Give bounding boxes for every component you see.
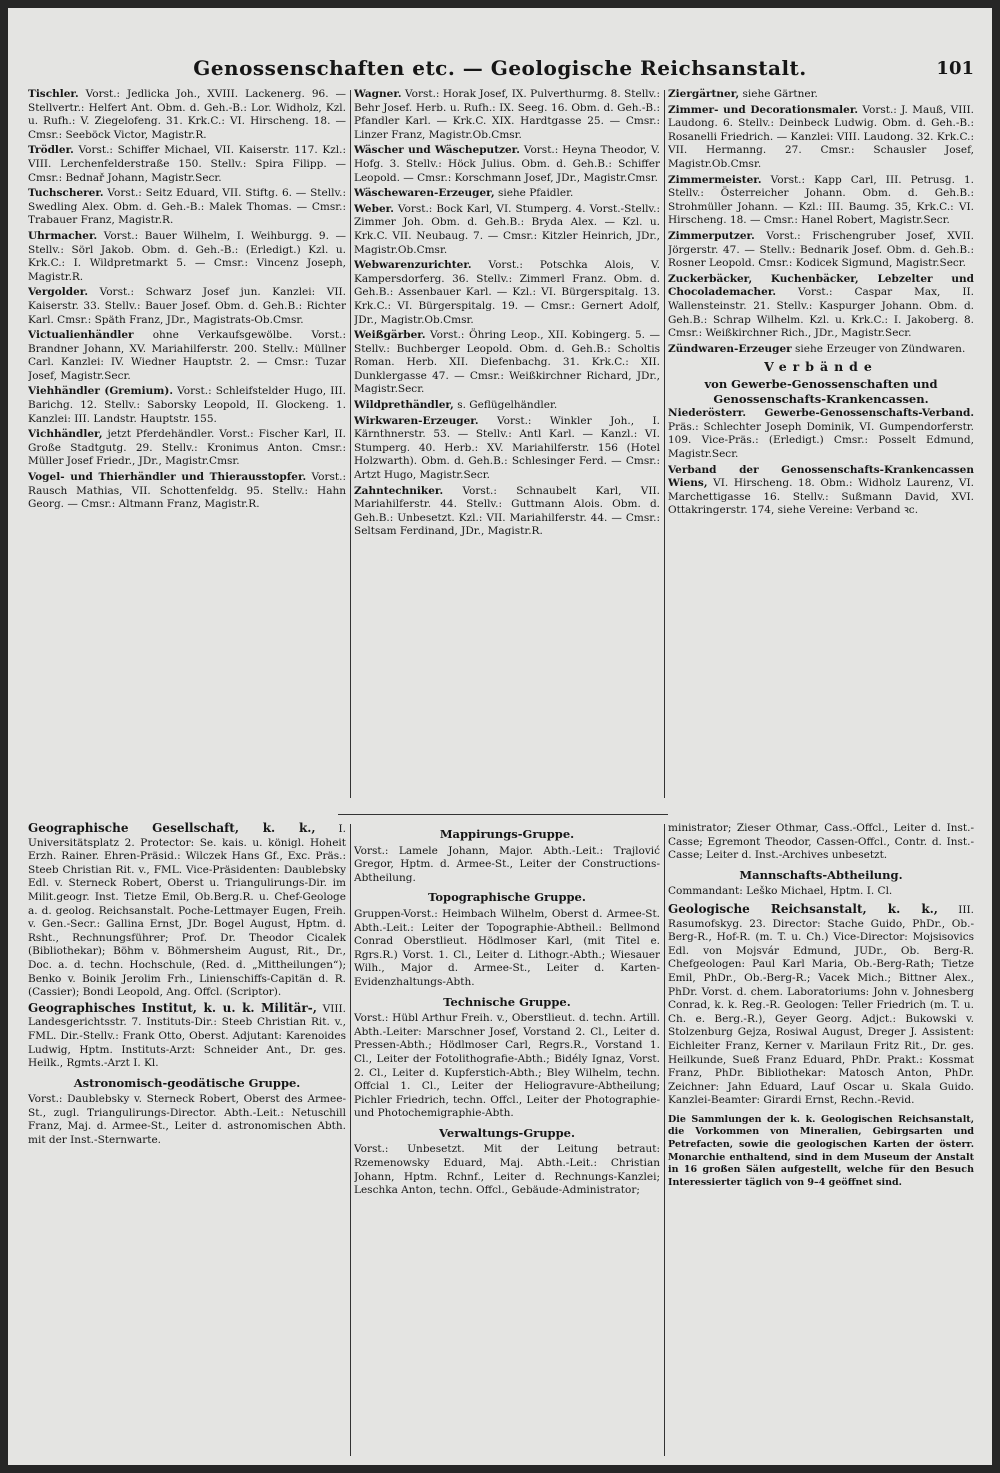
mappirungs-gruppe-title: Mappirungs-Gruppe. (439, 827, 575, 841)
entry-niederoesterr-verband: Niederösterr. Gewerbe-Genossenschafts-Verband. Präs.: Schlechter Joseph Dominik, VI. Gumpendorferstr. 109. Vice-Präs.: (Erledigt.) Cmsr.: Posselt Edmund, Magistr.Secr. (668, 407, 974, 461)
technische-gruppe-body: Vorst.: Hübl Arthur Freih. v., Oberstlieut. d. techn. Artill. Abth.-Leiter: Marschner Josef, Vorstand 2. Cl., Leiter d. Pressen-Abth.; Hödlmoser Carl, Regrs.R., Vorstand 1. Cl., Leiter der Fotolithografie-Abth.; Bidély Ignaz, Vorst. 2. Cl., Leiter d. Kupferstich-Abth.; Bley Wilhelm, techn. Offcial 1. Cl., Leiter der Heliogravure-Abtheilung; Pichler Friedrich, techn. Offcl., Leiter der Photographie- und Photochemigraphie-Abth. (354, 1012, 660, 1120)
topographische-gruppe-body: Gruppen-Vorst.: Heimbach Wilhelm, Oberst d. Armee-St. Abth.-Leit.: Leiter der Topographie-Abtheil.: Bellmond Conrad Oberstlieut. Hödlmoser Karl, (mit Titel e. Rgrs.R.) Vorst. 1. Cl., Leiter d. Lithogr.-Abth.; Wiesauer Wilh., Major d. Armee-St., Leiter d. Karten-Evidenzhaltungs-Abth. (354, 907, 660, 988)
upper-column-2 (354, 88, 660, 808)
lower-column-2 (354, 822, 660, 1462)
entry-victualienhaendler: Victualienhändler ohne Verkaufsgewölbe. Vorst.: Brandner Johann, XV. Mariahilferstr. 200. Stellv.: Müllner Carl. Kanzlei: IV. Wiedner Hauptstr. 2. — Cmsr.: Tuzar Josef, Magistr.Secr. (28, 329, 346, 382)
astronomisch-gruppe-title: Astronomisch-geodätische Gruppe. (73, 1075, 301, 1090)
mappirungs-gruppe-body: Vorst.: Lamele Johann, Major. Abth.-Leit.: Trajlović Gregor, Hptm. d. Armee-St., Leiter der Constructions-Abtheilung. (354, 844, 660, 884)
topographische-gruppe-title: Topographische Gruppe. (428, 890, 586, 905)
entry-tischler: Tischler. Vorst.: Jedlicka Joh., XVIII. Lackenerg. 96. — Stellvertr.: Helfert Ant. Obm. d. Geh.-B.: Lor. Widholz, Kzl. u. Rufh.: V. Ziegelofeng. 31. Krk.C.: VI. Hirscheng. 18. — Cmsr.: Seeböck Victor, Magistr.R. (28, 88, 346, 141)
entry-zimmerputzer: Zimmerputzer. Vorst.: Frischengruber Josef, XVII. Jörgerstr. 47. — Stellv.: Bednarik Josef. Obm. d. Geh.B.: Rosner Leopold. Cmsr.: Kodicek Sigmund, Magistr.Secr. (668, 229, 974, 270)
entry-troedler: Trödler. Vorst.: Schiffer Michael, VII. Kaiserstr. 117. Kzl.: VIII. Lerchenfelderstraße 150. Stellv.: Spira Filipp. — Cmsr.: Bednař Johann, Magistr.Secr. (28, 144, 346, 184)
column-divider (350, 90, 351, 798)
entry-wagner: Wagner. Vorst.: Horak Josef, IX. Pulverthurmg. 8. Stellv.: Behr Josef. Herb. u. Rufh.: IX. Seeg. 16. Obm. d. Geh.-B.: Pfandler Karl. — Krk.C. XIX. Hardtgasse 25. — Cmsr.: Linzer Franz, Magistr.Ob.Cmsr. (354, 88, 660, 141)
entry-zimmermeister: Zimmermeister. Vorst.: Kapp Carl, III. Petrusg. 1. Stellv.: Österreicher Johann. Obm. d. Geh.B.: Strohmüller Johann. — Kzl.: III. Baumg. 35, Krk.C.: VI. Hirscheng. 18. — Cmsr.: Hanel Robert, Magistr.Secr. (668, 173, 974, 227)
verwaltung-continued: ministrator; Zieser Othmar, Cass.-Offcl., Leiter d. Inst.-Casse; Egremont Theodor, Cassen-Offcl., Contr. d. Inst.-Casse; Leiter d. Inst.-Archives unbesetzt. (668, 822, 974, 862)
entry-zimmermaler: Zimmer- und Decorationsmaler. Vorst.: J. Mauß, VIII. Laudong. 6. Stellv.: Deinbeck Ludwig. Obm. d. Geh.-B.: Rosanelli Friedrich. — Kanzlei: VIII. Laudong. 32. Krk.C.: VII. Hermanng. 27. Cmsr.: Schausler Josef, Magistr.Ob.Cmsr. (668, 103, 974, 170)
entry-webwarenzurichter: Webwarenzurichter. Vorst.: Potschka Alois, V. Kampersdorferg. 36. Stellv.: Zimmerl Franz. Obm. d. Geh.B.: Assenbauer Karl. — Kzl.: VI. Bürgerspitalg. 13. Krk.C.: VI. Bürgerspitalg. 19. — Cmsr.: Gernert Adolf, JDr., Magistr.Ob.Cmsr. (354, 259, 660, 326)
lower-column-1 (28, 822, 346, 1462)
technische-gruppe-title: Technische Gruppe. (443, 994, 571, 1009)
entry-tuchscherer: Tuchscherer. Vorst.: Seitz Eduard, VII. Stiftg. 6. — Stellv.: Swedling Alex. Obm. d. Geh.-B.: Malek Thomas. — Cmsr.: Trabauer Franz, Magistr.R. (28, 187, 346, 227)
entry-ziergaertner: Ziergärtner, siehe Gärtner. (668, 88, 818, 100)
entry-viehhaendler: Viehhändler (Gremium). Vorst.: Schleifstelder Hugo, III. Barichg. 12. Stellv.: Saborsky Leopold, II. Glockeng. 1. Kanzlei: III. Landstr. Hauptstr. 155. (28, 385, 346, 425)
entry-wirkwaren: Wirkwaren-Erzeuger. Vorst.: Winkler Joh., I. Kärnthnerstr. 53. — Stellv.: Antl Karl. — Kanzl.: VI. Stumperg. 40. Herb.: XV. Mariahilferstr. 156 (Hotel Holzwarth). Obm. d. Geh.B.: Schlesinger Ferd. — Cmsr.: Artzt Hugo, Magistr.Secr. (354, 414, 660, 482)
geographische-gesellschaft: Geographische Gesellschaft, k. k., I. Universitätsplatz 2. Protector: Se. kais. u. königl. Hoheit Erzh. Rainer. Ehren-Präsid.: Wilczek Hans Gf., Exc. Präs.: Steeb Christian Rit. v., FML. Vice-Präsidenten: Daublebsky Edl. v. Sterneck Robert, Oberst u. Triangulirungs-Dir. im Milit.geogr. Inst. Tietze Emil, Ob.Berg.R. u. Chef-Geologe a. d. geolog. Reichsanstalt. Poche-Lettmayer Eugen, Freih. v. Gen.-Secr.: Gallina Ernst, JDr. Bogel August, Hptm. d. Rsht., Rechnungsführer; Prof. Dr. Theodor Cicalek (Bibliothekar); Böhm v. Böhmersheim August, Rit., Dr., Doc. a. d. techn. Hochschule, (Red. d. „Mittheilungen“); Benko v. Boinik Jerolim Frh., Linienschiffs-Capitän d. R. (Cassier); Bondi Leopold, Ang. Offcl. (Scriptor). (28, 822, 346, 999)
entry-uhrmacher: Uhrmacher. Vorst.: Bauer Wilhelm, I. Weihburgg. 9. — Stellv.: Sörl Jakob. Obm. d. Geh.-B.: (Erledigt.) Kzl. u. Krk.C.: I. Wildpretmarkt 5. — Cmsr.: Vincenz Joseph, Magistr.R. (28, 229, 346, 283)
mannschafts-abtheilung-body: Commandant: Leško Michael, Hptm. I. Cl. (668, 885, 893, 898)
page-number: 101 (936, 58, 974, 79)
upper-column-3 (668, 88, 974, 808)
column-divider (664, 90, 665, 798)
entry-vergolder: Vergolder. Vorst.: Schwarz Josef jun. Kanzlei: VII. Kaiserstr. 33. Stellv.: Bauer Josef. Obm. d. Geh.B.: Richter Karl. Cmsr.: Späth Franz, JDr., Magistrats-Ob.Cmsr. (28, 286, 346, 326)
entry-waeschewaren: Wäschewaren-Erzeuger, siehe Pfaidler. (354, 187, 574, 200)
entry-vogelhaendler: Vogel- und Thierhändler und Thierausstopfer. Vorst.: Rausch Mathias, VII. Schottenfeldg. 95. Stellv.: Hahn Georg. — Cmsr.: Altmann Franz, Magistr.R. (28, 471, 346, 511)
page-header (8, 56, 992, 86)
verwaltungs-gruppe-title: Verwaltungs-Gruppe. (439, 1125, 575, 1140)
entry-krankencassen-verband: Verband der Genossenschafts-Krankencassen Wiens, VI. Hirscheng. 18. Obm.: Widholz Laurenz, VI. Marchettigasse 16. Stellv.: Sußmann David, XVI. Ottakringerstr. 174, siehe Vereine: Verband ꝛc. (668, 463, 974, 517)
directory-page (8, 8, 992, 1465)
verbaende-title: Verbände (764, 359, 878, 375)
verwaltungs-gruppe-body: Vorst.: Unbesetzt. Mit der Leitung betraut: Rzemenowsky Eduard, Maj. Abth.-Leit.: Christian Johann, Hptm. Rchnf., Leiter d. Rechnungs-Kanzlei; Leschka Anton, techn. Offcl., Gebäude-Administrator; (354, 1143, 660, 1197)
entry-weber: Weber. Vorst.: Bock Karl, VI. Stumperg. 4. Vorst.-Stellv.: Zimmer Joh. Obm. d. Geh.B.: Bryda Alex. — Kzl. u. Krk.C. VII. Neubaug. 7. — Cmsr.: Kitzler Heinrich, JDr., Magistr.Ob.Cmsr. (354, 202, 660, 256)
entry-zuckerbaecker: Zuckerbäcker, Kuchenbäcker, Lebzelter und Chocolademacher. Vorst.: Caspar Max, II. Wallensteinstr. 21. Stellv.: Kaspurger Johann. Obm. d. Geh.B.: Schrap Wilhelm. Kzl. u. Krk.C.: I. Jakoberg. 8. Cmsr.: Weißkirchner Rich., JDr., Magistr.Secr. (668, 272, 974, 340)
column-divider (664, 824, 665, 1456)
section-separator (338, 814, 668, 815)
entry-zuendwaren: Zündwaren-Erzeuger siehe Erzeuger von Zündwaren. (668, 342, 966, 355)
entry-zahntechniker: Zahntechniker. Vorst.: Schnaubelt Karl, VII. Mariahilferstr. 44. Stellv.: Guttmann Alois. Obm. d. Geh.B.: Unbesetzt. Kzl.: VII. Mariahilferstr. 44. — Cmsr.: Seltsam Ferdinand, JDr., Magistr.R. (354, 484, 660, 538)
entry-vichhaendler: Vichhändler, jetzt Pferdehändler. Vorst.: Fischer Karl, II. Große Stadtgutg. 29. Stellv.: Kronimus Anton. Cmsr.: Müller Josef Friedr., JDr., Magistr.Cmsr. (28, 428, 346, 468)
geologische-reichsanstalt: Geologische Reichsanstalt, k. k., III. Rasumofskyg. 23. Director: Stache Guido, PhDr., Ob.-Berg-R., Hof-R. (m. T. u. Ch.) Vice-Director: Mojsisovics Edl. von Mojsvár Edmund, JUDr., Ob. Berg-R. Chefgeologen: Paul Karl Maria, Ob.-Berg-Rath; Tietze Emil, PhDr., Ob.-Berg-R.; Vacek Mich.; Bittner Alex., PhDr. Vorst. d. chem. Laboratoriums: John v. Johnesberg Conrad, k. k. Reg.-R. Geologen: Teller Friedrich (m. T. u. Ch. e. Berg.-R.), Geyer Georg. Adjct.: Bukowski v. Stolzenburg Gejza, Rosiwal August, Dreger J. Assistent: Eichleiter Franz, Kerner v. Marilaun Fritz Rit., Dr. ges. Heilkunde, Sueß Franz Eduard, PhDr. Prakt.: Kossmat Franz, PhDr. Bibliothekar: Matosch Anton, PhDr. Zeichner: Jahn Eduard, Lauf Oscar u. Skala Guido. Kanzlei-Beamter: Girardi Ernst, Rechn.-Revid. (668, 901, 974, 1107)
geographisches-institut: Geographisches Institut, k. u. k. Militär-, VIII. Landesgerichtsstr. 7. Instituts-Dir.: Steeb Christian Rit. v., FML. Dir.-Stellv.: Frank Otto, Oberst. Adjutant: Karenoides Ludwig, Hptm. Instituts-Arzt: Schneider Ant., Dr. ges. Heilk., Rgmts.-Arzt I. Kl. (28, 1000, 346, 1070)
mannschafts-abtheilung-title: Mannschafts-Abtheilung. (739, 867, 903, 882)
entry-wildprethaendler: Wildprethändler, s. Geflügelhändler. (354, 399, 558, 412)
entry-waescher: Wäscher und Wäscheputzer. Vorst.: Heyna Theodor, V. Hofg. 3. Stellv.: Höck Julius. Obm. d. Geh.B.: Schiffer Leopold. — Cmsr.: Korschmann Josef, JDr., Magistr.Cmsr. (354, 144, 660, 184)
verbaende-subtitle: von Gewerbe-Genossenschaften und Genossenschafts-Krankencassen. (704, 377, 938, 407)
running-title: Genossenschaften etc. — Geologische Reichsanstalt. (193, 56, 807, 80)
sammlungen-note: Die Sammlungen der k. k. Geologischen Reichsanstalt, die Vorkommen von Mineralien, Gebirgsarten und Petrefacten, sowie die geologischen Karten der österr. Monarchie enthaltend, sind in dem Museum der Anstalt in 16 großen Sälen aufgestellt, welche für den Besuch Interessierter täglich von 9–4 geöffnet sind. (668, 1113, 974, 1188)
lower-column-3 (668, 822, 974, 1462)
upper-column-1 (28, 88, 346, 808)
column-divider (350, 824, 351, 1456)
entry-weissgaerber: Weißgärber. Vorst.: Öhring Leop., XII. Kobingerg. 5. — Stellv.: Buchberger Leopold. Obm. d. Geh.B.: Scholtis Roman. Herb. XII. Diefenbachg. 31. Krk.C.: XII. Dunklergasse 47. — Cmsr.: Weißkirchner Richard, JDr., Magistr.Secr. (354, 329, 660, 396)
astronomisch-gruppe-body: Vorst.: Daublebsky v. Sterneck Robert, Oberst des Armee-St., zugl. Triangulirungs-Director. Abth.-Leit.: Netuschill Franz, Maj. d. Armee-St., Leiter d. astronomischen Abth. mit der Inst.-Sternwarte. (28, 1093, 346, 1147)
